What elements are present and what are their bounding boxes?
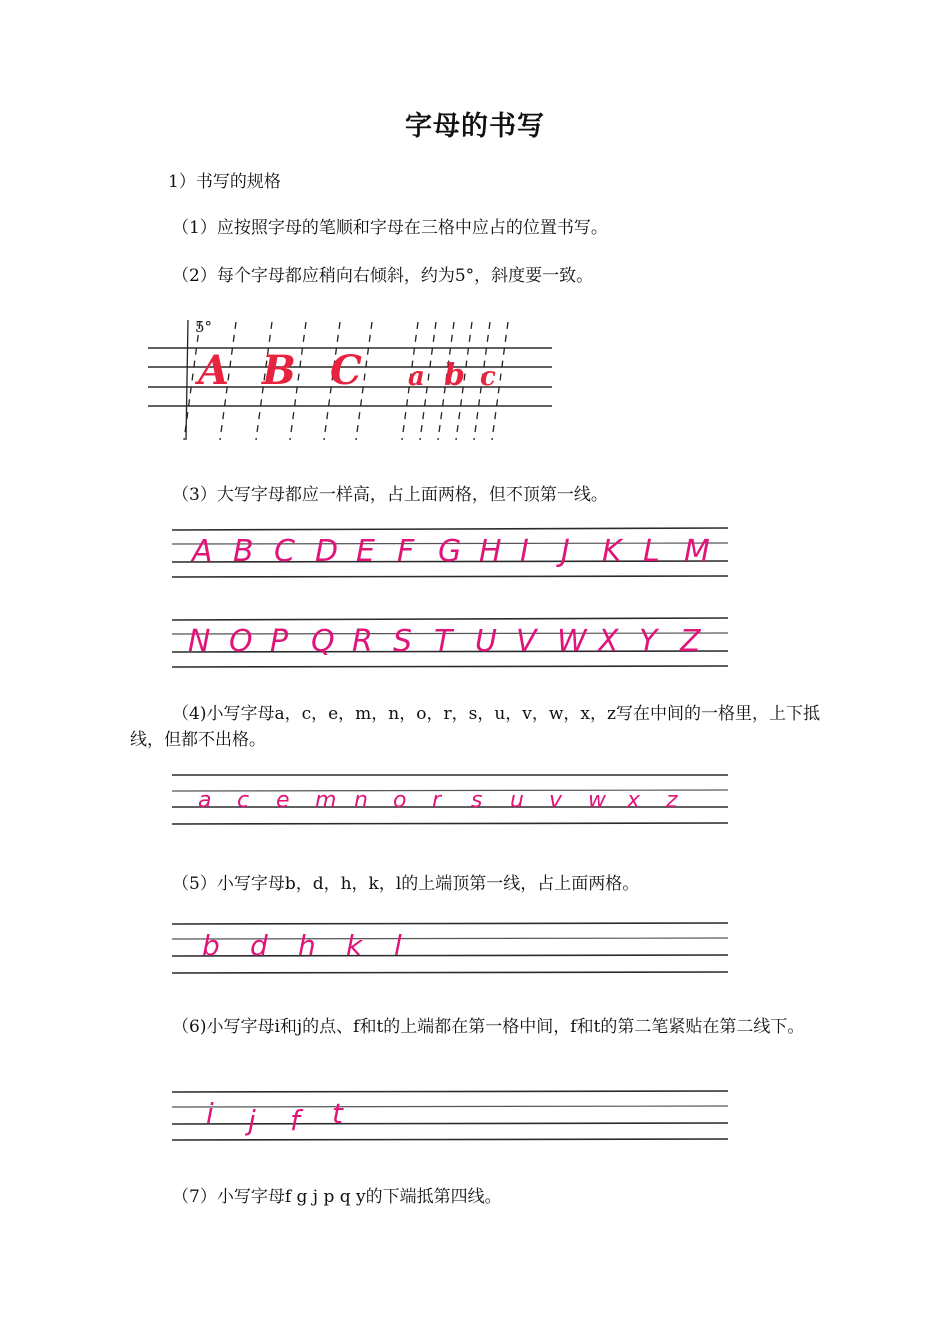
handwritten-letter-P: P — [270, 624, 289, 659]
vertical-reference-line — [186, 320, 188, 440]
handwritten-letter-E: E — [356, 534, 375, 569]
lowercase-dot-top-row — [172, 1086, 732, 1146]
handwritten-letter-R: R — [352, 624, 373, 659]
handwritten-letter-x: x — [627, 788, 641, 813]
handwritten-letter-a: a — [198, 788, 212, 813]
handwritten-letter-b: b — [202, 929, 220, 962]
handwritten-letter-j: j — [248, 1104, 256, 1137]
handwritten-letter-X: X — [598, 624, 619, 659]
slant-example-diagram — [140, 310, 560, 450]
handwritten-letter-F: F — [397, 534, 415, 569]
handwritten-letter-W: W — [557, 624, 587, 659]
rule-1: （1）应按照字母的笔顺和字母在三格中应占的位置书写。 — [172, 218, 608, 238]
handwritten-letter-N: N — [188, 624, 211, 659]
handwritten-letter-t: t — [332, 1097, 343, 1130]
example-letter-B: B — [262, 347, 296, 394]
handwritten-letter-c: c — [237, 788, 250, 813]
handwritten-letter-Y: Y — [639, 624, 658, 659]
rule-4: （4)小写字母a，c，e，m，n，o，r，s，u，v，w，x，z写在中间的一格里，上下抵线，但都不出格。 — [130, 704, 820, 750]
handwritten-letter-I: I — [520, 534, 529, 569]
rule-5: （5）小写字母b，d，h，k，l的上端顶第一线，占上面两格。 — [172, 874, 640, 894]
example-letter-a: a — [408, 362, 425, 392]
angle-label: 5° — [195, 318, 213, 336]
handwritten-letter-u: u — [510, 788, 524, 813]
rule-3: （3）大写字母都应一样高，占上面两格，但不顶第一线。 — [172, 485, 608, 505]
handwritten-letter-Z: Z — [680, 624, 701, 659]
handwritten-letter-H: H — [479, 534, 502, 569]
handwritten-letter-s: s — [471, 788, 483, 813]
lowercase-tall-row — [172, 918, 732, 978]
handwritten-letter-f: f — [290, 1104, 300, 1137]
handwritten-letter-l: l — [394, 929, 402, 962]
handwritten-letter-V: V — [516, 624, 537, 659]
handwritten-letter-v: v — [549, 788, 563, 813]
handwritten-letter-m: m — [315, 788, 337, 813]
rule-6: （6)小写字母i和j的点、f和t的上端都在第一格中间，f和t的第二笔紧贴在第二线下。 — [172, 1017, 805, 1037]
handwritten-letter-M: M — [684, 534, 710, 569]
handwritten-letter-D: D — [315, 534, 339, 569]
handwritten-letter-h: h — [298, 929, 316, 962]
uppercase-row-2 — [172, 612, 732, 672]
handwritten-letter-C: C — [274, 534, 295, 569]
handwritten-letter-B: B — [233, 534, 254, 569]
handwritten-letter-i: i — [206, 1097, 214, 1130]
rule-7: （7）小写字母f g j p q y的下端抵第四线。 — [172, 1187, 502, 1207]
handwritten-letter-J: J — [561, 534, 570, 569]
handwritten-letter-G: G — [438, 534, 462, 569]
handwritten-letter-O: O — [229, 624, 253, 659]
section-heading: 1）书写的规格 — [168, 172, 281, 192]
example-letter-b: b — [444, 358, 465, 393]
handwritten-letter-S: S — [393, 624, 413, 659]
example-letter-C: C — [330, 347, 362, 394]
handwritten-letter-n: n — [354, 788, 368, 813]
handwritten-letter-L: L — [643, 534, 660, 569]
example-letter-c: c — [480, 362, 496, 392]
handwritten-letter-T: T — [434, 624, 453, 659]
example-letter-A: A — [198, 347, 230, 394]
handwritten-letter-e: e — [276, 788, 290, 813]
handwritten-letter-k: k — [346, 929, 363, 962]
handwritten-letter-z: z — [666, 788, 678, 813]
uppercase-row-1 — [172, 522, 732, 582]
handwritten-letter-Q: Q — [311, 624, 335, 659]
handwritten-letter-A: A — [192, 534, 213, 569]
page-title: 字母的书写 — [405, 111, 545, 142]
handwritten-letter-w: w — [588, 788, 606, 813]
handwritten-letter-o: o — [393, 788, 407, 813]
handwritten-letter-U: U — [475, 624, 497, 659]
lowercase-middle-row — [172, 769, 732, 829]
handwritten-letter-d: d — [250, 929, 268, 962]
handwritten-letter-r: r — [432, 788, 442, 813]
handwritten-letter-K: K — [602, 534, 622, 569]
rule-2: （2）每个字母都应稍向右倾斜，约为5°，斜度要一致。 — [172, 266, 594, 286]
